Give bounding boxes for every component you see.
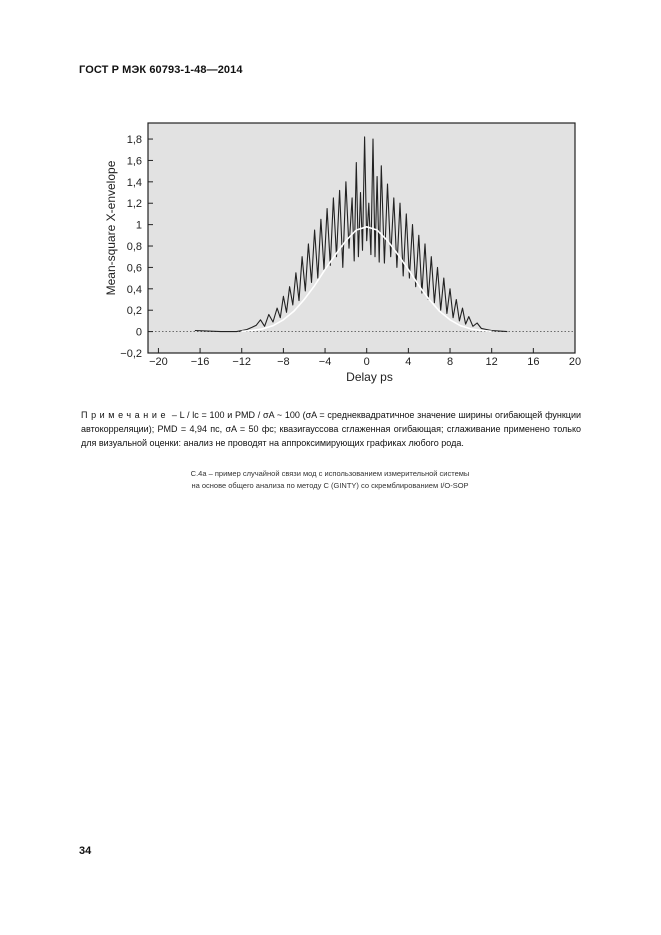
standard-header: ГОСТ Р МЭК 60793-1-48—2014 <box>79 64 243 76</box>
plot-background <box>148 123 575 353</box>
figure-caption <box>150 468 510 492</box>
x-tick-label: 16 <box>527 356 540 368</box>
x-tick-label: 20 <box>568 356 582 368</box>
x-tick-label: 12 <box>485 356 498 368</box>
x-tick-label: −8 <box>277 356 290 368</box>
x-tick-label: 8 <box>446 356 454 368</box>
y-tick-label: 0,8 <box>126 241 142 254</box>
caption-line-1: С.4а – пример случайной связи мод с использованием измерительной системы <box>190 469 470 478</box>
x-axis-label: Delay ps <box>346 370 393 384</box>
x-tick-label: 0 <box>363 356 370 368</box>
y-tick-label: 1,8 <box>126 134 142 147</box>
y-tick-label: 0,6 <box>126 262 142 275</box>
page-number: 34 <box>79 845 92 857</box>
y-tick-label: 1 <box>135 219 142 232</box>
figure-note <box>81 408 581 450</box>
x-tick-label: −4 <box>318 356 332 368</box>
y-tick-label: 1,6 <box>126 155 142 168</box>
figure-mean-square-envelope <box>103 115 593 385</box>
y-tick-label: 1,4 <box>126 176 142 189</box>
x-tick-label: −12 <box>232 356 252 368</box>
y-tick-label: 0 <box>135 326 142 339</box>
y-tick-label: 0,4 <box>126 283 142 296</box>
caption-line-2: на основе общего анализа по методу С (GINTY) со скремблированием I/O-SOP <box>191 481 469 490</box>
note-text: – L / lc = 100 и PMD / σA ~ 100 (σA = среднеквадратичное значение ширины огибающей функции автокорреляции); PMD = 4,94 пс, σA = 50 фс; квазигауссова сглаженная огибающая; сглаживание применено только для визуальной оценки: анализ не проводят на аппроксимирующих графиках любого рода. <box>81 410 581 448</box>
x-tick-label: 4 <box>405 356 412 368</box>
x-tick-label: −20 <box>149 356 168 368</box>
x-tick-label: −16 <box>190 356 210 368</box>
y-tick-label: 0,2 <box>126 305 142 318</box>
y-tick-label: −0,2 <box>120 348 142 360</box>
y-axis-label: Mean-square X-envelope <box>104 160 118 296</box>
note-lead: Примечание <box>81 410 170 420</box>
chart <box>103 115 593 385</box>
y-tick-label: 1,2 <box>126 198 142 211</box>
